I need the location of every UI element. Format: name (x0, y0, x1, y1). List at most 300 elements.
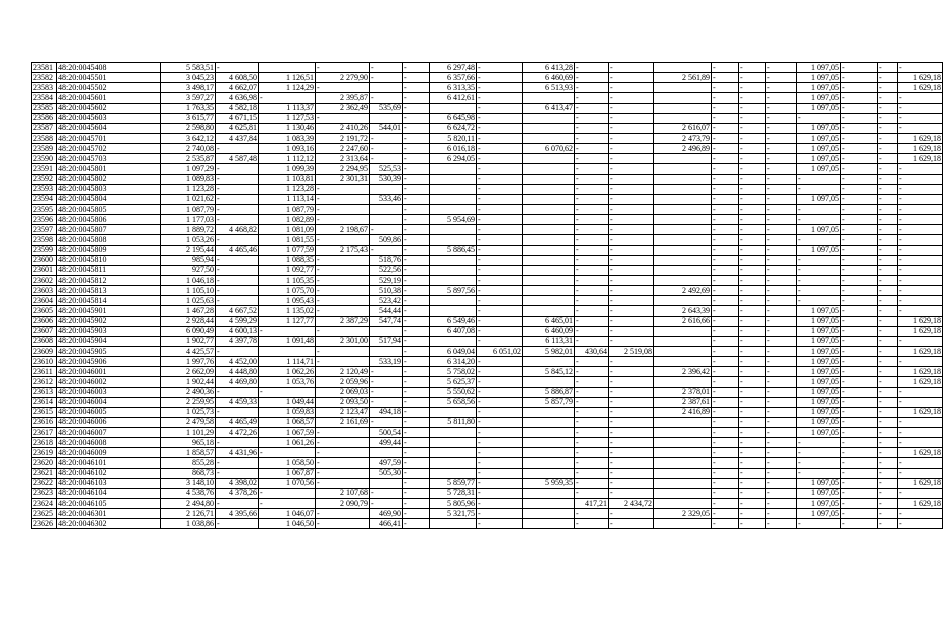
cadastral-number-cell: 48:20:0046008 (57, 438, 161, 448)
value-cell: - (477, 306, 523, 316)
value-cell: - (766, 154, 797, 164)
cadastral-number-cell: 48:20:0045808 (57, 235, 161, 245)
value-cell: - (712, 296, 739, 306)
value-cell: 518,76 (370, 255, 403, 265)
value-cell: - (477, 225, 523, 235)
value-cell: - (477, 184, 523, 194)
value-cell: - (898, 63, 943, 73)
value-cell: - (898, 235, 943, 245)
cadastral-number-cell: 48:20:0045408 (57, 63, 161, 73)
value-cell: 2 643,39 (654, 306, 712, 316)
value-cell (523, 154, 575, 164)
value-cell: - (575, 235, 609, 245)
value-cell: 1 097,05 (797, 397, 841, 407)
cadastral-number-cell: 48:20:0045701 (57, 133, 161, 143)
value-cell: - (316, 235, 370, 245)
value-cell: 1 097,05 (797, 93, 841, 103)
value-cell: 1 083,39 (259, 133, 316, 143)
value-cell: 1 097,05 (797, 103, 841, 113)
value-cell: - (403, 336, 430, 346)
value-cell: - (766, 215, 797, 225)
value-cell: - (712, 478, 739, 488)
value-cell: - (841, 387, 878, 397)
row-number-cell: 23592 (32, 174, 57, 184)
value-cell: - (609, 113, 654, 123)
value-cell: - (739, 458, 766, 468)
value-cell: 1 629,18 (898, 407, 943, 417)
value-cell: - (477, 123, 523, 133)
value-cell (654, 204, 712, 214)
value-cell: 1 097,05 (797, 478, 841, 488)
value-cell: - (477, 113, 523, 123)
value-cell: 2 662,09 (161, 367, 216, 377)
table-row (32, 286, 943, 296)
value-cell: - (878, 397, 898, 407)
row-number-cell: 23582 (32, 73, 57, 83)
cadastral-number-cell: 48:20:0045904 (57, 336, 161, 346)
value-cell: 1 097,05 (797, 326, 841, 336)
value-cell: 1 902,77 (161, 336, 216, 346)
value-cell: - (316, 357, 370, 367)
row-number-cell: 23625 (32, 509, 57, 519)
value-cell: - (609, 488, 654, 498)
value-cell: - (878, 265, 898, 275)
value-cell: 1 058,50 (259, 458, 316, 468)
row-number-cell: 23618 (32, 438, 57, 448)
value-cell: 2 519,08 (609, 346, 654, 356)
value-cell (654, 93, 712, 103)
value-cell: - (766, 93, 797, 103)
row-number-cell: 23588 (32, 133, 57, 143)
row-number-cell: 23603 (32, 286, 57, 296)
value-cell: - (878, 164, 898, 174)
value-cell: 2 161,69 (316, 417, 370, 427)
value-cell: - (477, 397, 523, 407)
row-number-cell: 23621 (32, 468, 57, 478)
value-cell: - (403, 296, 430, 306)
value-cell: - (370, 377, 403, 387)
value-cell (523, 468, 575, 478)
value-cell: - (477, 509, 523, 519)
value-cell: - (477, 296, 523, 306)
value-cell: - (575, 428, 609, 438)
value-cell: 1 105,35 (259, 275, 316, 285)
value-cell: - (878, 103, 898, 113)
value-cell: - (766, 346, 797, 356)
value-cell: - (766, 133, 797, 143)
value-cell: - (477, 265, 523, 275)
value-cell: - (575, 265, 609, 275)
value-cell: 2 616,07 (654, 123, 712, 133)
value-cell: - (797, 468, 841, 478)
value-cell: 4 398,02 (216, 478, 259, 488)
value-cell: 6 294,05 (430, 154, 477, 164)
value-cell: 1 097,05 (797, 357, 841, 367)
value-cell: - (316, 215, 370, 225)
table-row (32, 184, 943, 194)
value-cell: - (898, 245, 943, 255)
value-cell: 1 097,05 (797, 417, 841, 427)
table-row (32, 154, 943, 164)
value-cell (654, 265, 712, 275)
cadastral-number-cell: 48:20:0045801 (57, 164, 161, 174)
cadastral-number-cell: 48:20:0046302 (57, 519, 161, 529)
row-number-cell: 23602 (32, 275, 57, 285)
value-cell: 1 087,79 (259, 204, 316, 214)
value-cell: - (403, 448, 430, 458)
value-cell: - (316, 63, 370, 73)
value-cell: - (403, 316, 430, 326)
value-cell: - (712, 83, 739, 93)
value-cell: - (216, 296, 259, 306)
value-cell: 6 090,49 (161, 326, 216, 336)
value-cell: 1 113,14 (259, 194, 316, 204)
value-cell: - (575, 174, 609, 184)
value-cell: - (797, 275, 841, 285)
table-row (32, 326, 943, 336)
row-number-cell: 23606 (32, 316, 57, 326)
row-number-cell: 23615 (32, 407, 57, 417)
value-cell: - (575, 204, 609, 214)
value-cell: - (878, 133, 898, 143)
value-cell: - (712, 123, 739, 133)
value-cell: - (259, 488, 316, 498)
row-number-cell: 23593 (32, 184, 57, 194)
value-cell: - (766, 245, 797, 255)
value-cell: 5 959,35 (523, 478, 575, 488)
value-cell: - (739, 316, 766, 326)
value-cell: 927,50 (161, 265, 216, 275)
value-cell (523, 265, 575, 275)
value-cell: 1 126,51 (259, 73, 316, 83)
value-cell: 1 097,05 (797, 316, 841, 326)
cadastral-number-cell: 48:20:0046001 (57, 367, 161, 377)
value-cell: 523,42 (370, 296, 403, 306)
value-cell: - (216, 519, 259, 529)
table-row (32, 336, 943, 346)
value-cell: - (739, 83, 766, 93)
value-cell: - (575, 519, 609, 529)
value-cell: - (739, 286, 766, 296)
cadastral-number-cell: 48:20:0045809 (57, 245, 161, 255)
value-cell: - (403, 245, 430, 255)
value-cell: 5 886,87 (523, 387, 575, 397)
value-cell (654, 235, 712, 245)
value-cell: - (739, 63, 766, 73)
value-cell: 2 494,80 (161, 499, 216, 509)
value-cell: - (712, 245, 739, 255)
value-cell (523, 448, 575, 458)
value-cell: - (575, 316, 609, 326)
value-cell: 1 130,46 (259, 123, 316, 133)
value-cell: - (841, 519, 878, 529)
value-cell: - (370, 245, 403, 255)
value-cell: 500,54 (370, 428, 403, 438)
value-cell: 1 087,79 (161, 204, 216, 214)
value-cell: - (766, 174, 797, 184)
value-cell: - (841, 93, 878, 103)
value-cell: 1 629,18 (898, 133, 943, 143)
value-cell: - (841, 326, 878, 336)
value-cell: - (403, 306, 430, 316)
value-cell: - (477, 245, 523, 255)
value-cell: 5 820,11 (430, 133, 477, 143)
value-cell: - (712, 174, 739, 184)
value-cell: - (316, 194, 370, 204)
value-cell: 3 498,17 (161, 83, 216, 93)
value-cell: - (878, 255, 898, 265)
value-cell: - (216, 438, 259, 448)
value-cell: - (878, 387, 898, 397)
table-row (32, 225, 943, 235)
value-cell: - (575, 154, 609, 164)
value-cell (654, 113, 712, 123)
row-number-cell: 23609 (32, 346, 57, 356)
value-cell: - (898, 113, 943, 123)
value-cell: - (841, 154, 878, 164)
value-cell: - (878, 215, 898, 225)
value-cell: - (841, 255, 878, 265)
value-cell: - (259, 499, 316, 509)
value-cell: - (739, 478, 766, 488)
value-cell: 1 092,77 (259, 265, 316, 275)
value-cell: - (841, 428, 878, 438)
value-cell: - (477, 133, 523, 143)
value-cell: - (898, 438, 943, 448)
value-cell (370, 215, 403, 225)
value-cell: 4 397,78 (216, 336, 259, 346)
value-cell: - (841, 407, 878, 417)
value-cell: 4 465,46 (216, 245, 259, 255)
value-cell (523, 275, 575, 285)
value-cell: 4 431,96 (216, 448, 259, 458)
value-cell: 1 097,05 (797, 225, 841, 235)
value-cell (430, 265, 477, 275)
value-cell: - (841, 397, 878, 407)
value-cell: - (766, 336, 797, 346)
value-cell: - (316, 478, 370, 488)
value-cell: - (766, 255, 797, 265)
value-cell: 1 629,18 (898, 499, 943, 509)
value-cell: - (609, 357, 654, 367)
value-cell: - (739, 73, 766, 83)
cadastral-number-cell: 48:20:0045902 (57, 316, 161, 326)
value-cell: 4 395,66 (216, 509, 259, 519)
value-cell: - (609, 83, 654, 93)
value-cell: - (898, 204, 943, 214)
value-cell: - (216, 468, 259, 478)
value-cell: - (878, 296, 898, 306)
value-cell: 1 127,53 (259, 113, 316, 123)
cadastral-number-cell: 48:20:0046009 (57, 448, 161, 458)
value-cell (654, 417, 712, 427)
cadastral-number-cell: 48:20:0046101 (57, 458, 161, 468)
value-cell: - (841, 377, 878, 387)
value-cell: - (216, 184, 259, 194)
value-cell: 1 025,73 (161, 407, 216, 417)
value-cell: - (878, 458, 898, 468)
value-cell: 1 629,18 (898, 154, 943, 164)
value-cell: - (712, 488, 739, 498)
value-cell: - (477, 428, 523, 438)
value-cell: - (216, 144, 259, 154)
value-cell (430, 275, 477, 285)
value-cell: - (898, 93, 943, 103)
value-cell: 1 629,18 (898, 478, 943, 488)
value-cell: 6 413,47 (523, 103, 575, 113)
value-cell: - (403, 93, 430, 103)
value-cell: - (403, 73, 430, 83)
value-cell: - (403, 397, 430, 407)
value-cell: - (841, 336, 878, 346)
value-cell: - (898, 194, 943, 204)
value-cell: - (712, 103, 739, 113)
value-cell: 1 070,56 (259, 478, 316, 488)
value-cell (523, 286, 575, 296)
value-cell: 4 608,50 (216, 73, 259, 83)
value-cell: - (739, 133, 766, 143)
row-number-cell: 23594 (32, 194, 57, 204)
value-cell: - (898, 265, 943, 275)
value-cell: - (575, 123, 609, 133)
value-cell: - (766, 225, 797, 235)
value-cell: - (403, 499, 430, 509)
value-cell: - (898, 296, 943, 306)
value-cell: - (477, 144, 523, 154)
value-cell: 1 075,70 (259, 286, 316, 296)
value-cell: - (403, 519, 430, 529)
value-cell: 544,01 (370, 123, 403, 133)
value-cell: - (403, 265, 430, 275)
value-cell: - (609, 296, 654, 306)
value-cell: - (575, 407, 609, 417)
value-cell: - (712, 499, 739, 509)
value-cell: - (898, 275, 943, 285)
value-cell: - (216, 215, 259, 225)
value-cell: 6 645,98 (430, 113, 477, 123)
value-cell: - (316, 468, 370, 478)
value-cell: - (766, 407, 797, 417)
value-cell (523, 204, 575, 214)
value-cell: 1 127,77 (259, 316, 316, 326)
table-row (32, 458, 943, 468)
row-number-cell: 23623 (32, 488, 57, 498)
value-cell: 1 093,16 (259, 144, 316, 154)
value-cell: 1 097,05 (797, 346, 841, 356)
value-cell: 2 535,87 (161, 154, 216, 164)
value-cell (654, 458, 712, 468)
value-cell: - (609, 468, 654, 478)
value-cell: 4 437,84 (216, 133, 259, 143)
value-cell: - (575, 306, 609, 316)
value-cell: - (609, 255, 654, 265)
value-cell: - (739, 488, 766, 498)
value-cell: 1 095,43 (259, 296, 316, 306)
value-cell: 1 081,55 (259, 235, 316, 245)
value-cell (430, 194, 477, 204)
table-row (32, 296, 943, 306)
value-cell (370, 184, 403, 194)
value-cell: - (575, 397, 609, 407)
row-number-cell: 23587 (32, 123, 57, 133)
value-cell: 1 097,05 (797, 509, 841, 519)
cadastral-number-cell: 48:20:0046004 (57, 397, 161, 407)
value-cell: - (575, 438, 609, 448)
value-cell: - (739, 448, 766, 458)
value-cell: - (216, 204, 259, 214)
value-cell: 1 082,89 (259, 215, 316, 225)
value-cell: - (609, 458, 654, 468)
value-cell: - (878, 488, 898, 498)
value-cell (523, 519, 575, 529)
value-cell: 1 097,05 (797, 83, 841, 93)
value-cell: - (575, 377, 609, 387)
table-row (32, 73, 943, 83)
row-number-cell: 23589 (32, 144, 57, 154)
value-cell: - (575, 478, 609, 488)
value-cell (523, 306, 575, 316)
value-cell: 4 636,98 (216, 93, 259, 103)
value-cell: 6 407,08 (430, 326, 477, 336)
row-number-cell: 23620 (32, 458, 57, 468)
value-cell: - (609, 144, 654, 154)
value-cell: - (739, 255, 766, 265)
cadastral-number-cell: 48:20:0045814 (57, 296, 161, 306)
cadastral-number-cell: 48:20:0045703 (57, 154, 161, 164)
value-cell (523, 133, 575, 143)
value-cell: 1 053,26 (161, 235, 216, 245)
value-cell: - (609, 235, 654, 245)
value-cell: - (878, 204, 898, 214)
value-cell: 497,59 (370, 458, 403, 468)
value-cell: - (878, 519, 898, 529)
table-row (32, 478, 943, 488)
value-cell: - (259, 387, 316, 397)
value-cell: - (898, 397, 943, 407)
value-cell: - (766, 488, 797, 498)
value-cell: - (739, 296, 766, 306)
value-cell: - (316, 306, 370, 316)
cadastral-number-cell: 48:20:0046002 (57, 377, 161, 387)
value-cell: - (216, 499, 259, 509)
row-number-cell: 23626 (32, 519, 57, 529)
value-cell: 2 492,69 (654, 286, 712, 296)
value-cell: 2 416,89 (654, 407, 712, 417)
value-cell: 2 928,44 (161, 316, 216, 326)
value-cell: 1 997,76 (161, 357, 216, 367)
table-row (32, 83, 943, 93)
value-cell: - (609, 478, 654, 488)
value-cell: - (898, 225, 943, 235)
value-cell: - (841, 417, 878, 427)
value-cell: - (712, 346, 739, 356)
value-cell: 1 038,86 (161, 519, 216, 529)
value-cell: - (898, 458, 943, 468)
value-cell: - (712, 275, 739, 285)
value-cell: - (403, 286, 430, 296)
value-cell: - (609, 407, 654, 417)
value-cell (430, 428, 477, 438)
value-cell: - (766, 73, 797, 83)
value-cell: - (898, 174, 943, 184)
value-cell: - (712, 377, 739, 387)
row-number-cell: 23600 (32, 255, 57, 265)
value-cell: 499,44 (370, 438, 403, 448)
value-cell: - (609, 377, 654, 387)
table-row (32, 509, 943, 519)
value-cell: - (216, 346, 259, 356)
value-cell: 1 097,05 (797, 154, 841, 164)
